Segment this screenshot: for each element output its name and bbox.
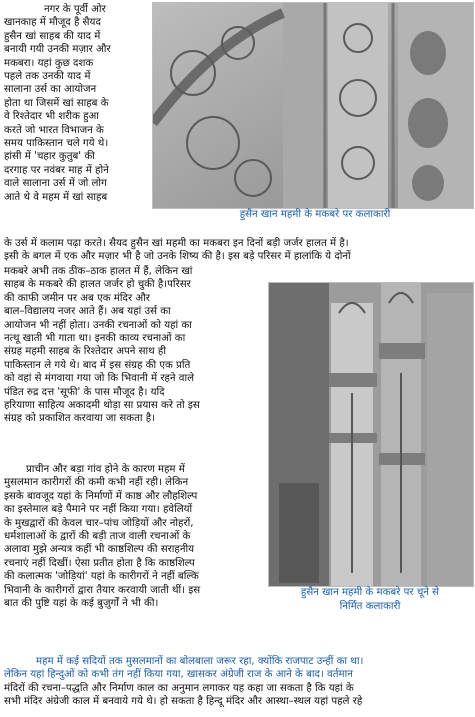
text-line: वे रिश्तेदार भी शरीक हुआ [4,111,99,123]
text-line: नगर के पूर्वी ओर [44,4,106,15]
text-line: करते जो भारत विभाजन के [4,124,104,136]
text-line: की कलात्मक 'जोड़ियां' यहां के कारीगरों ने नहीं बल्कि [4,571,199,583]
paragraph-tomb-condition [4,265,266,426]
text-line: पंडित रुद्र दत्त 'सूफी' के पास मौजूद है। यदि [4,386,165,398]
text-line: वाले सालाना उर्स में जो लोग [4,178,107,190]
text-line: मुसलमान कारीगरों की कमी कभी नहीं रही। लेकिन [4,477,189,489]
text-line: समय पाकिस्तान चले गये थे। [4,138,109,150]
text-line: संग्रह महमी साहब के रिश्तेदार अपने साथ ही [4,346,166,358]
text-line: के मुखद्वारों की केवल चार–पांच जोड़ियों और नोहरों, [4,517,194,529]
text-line: बाल–विद्यालय नजर आते हैं। अब यहां उर्स का [4,306,171,318]
text-line: सालाना उर्स का आयोजन [4,84,97,96]
text-line: खानकाह में मौजूद है सैयद [4,17,101,29]
paragraph-continued [4,237,472,264]
text-line: आयोजन भी नहीं होता। उनकी रचनाओं को यहां का [4,319,192,331]
text-line: भिवानी के कारीगरों द्वारा तैयार करवायी जाती थीं। इस [4,584,201,596]
caption-photo-2-line-2: निर्मित कलाकारी [339,601,401,612]
text-line: मंदिरों की रचना–पद्धति और निर्माण काल का अनुमान लगाकर यह कहा जा सकता है कि यहां के [4,682,354,694]
text-line: को वहां से मंगवाया गया जो कि भिवानी में रहने वाले [4,373,194,385]
caption-photo-1: हुसैन खान महमी के मकबरे पर कलाकारी [239,209,391,220]
caption-photo-2-line-1: हुसैन खान महमी के मकबरे पर चूने से [300,587,440,598]
text-line: रचनाएं नहीं दिखीं। ऐसा प्रतीत होता है कि काष्ठशिल्प [4,557,195,569]
text-line: धर्मशालाओं के द्वारों की बड़ी ताज वाली रचनाओं के [4,531,191,543]
text-line: बनायी गयी उनकी मज़ार और [4,44,111,56]
text-line: हरियाणा साहित्य अकादमी थोड़ा सा प्रयास करे तो इस [4,400,200,412]
text-line: मकबरा। यहां कुछ दशक [4,57,94,69]
text-line: पाकिस्तान ले गये थे। बाद में इस संग्रह की एक प्रति [4,359,191,371]
text-line: दरगाह पर नवंबर माह में होने [4,164,109,176]
text-line: की काफी जमीन पर अब एक मंदिर और [4,292,150,304]
text-line: इसके बावजूद यहां के निर्माणों में काष्ठ और लौहशिल्प [4,490,198,502]
text-line: साहब के मकबरे की हालत जर्जर हो चुकी है।परिसर [4,279,191,291]
text-line: के उर्स में कलाम पढ़ा करते। सैयद हुसैन खां महमी का मकबरा इन दिनों बड़ी जर्जर हालत में है। [4,238,349,249]
photo-carved-arch [152,2,474,209]
paragraph-intro [4,3,150,204]
text-line: अलावा मुझे अन्यत्र कहीं भी काष्ठशिल्प की सराहनीय [4,544,195,556]
text-line: संग्रह को प्रकाशित करवाया जा सकता है। [4,413,156,425]
text-line: नत्थू खाती भी गाता था। इनकी काव्य रचनाओं का [4,333,186,345]
text-line-blue: लेकिन यहां हिन्दुओं को कभी तंग नहीं किया गया, खासकर अंग्रेजी राज के आने के बाद। वर्तमान [4,669,353,681]
carving-image [153,3,473,208]
text-line: इसी के बगल में एक और मज़ार भी है जो उनके शिष्य की है। इस बड़े परिसर में हालांकि ये दोनों [4,251,351,263]
text-line: का इस्तेमाल बड़े पैमाने पर नहीं किया गया। हवेलियों [4,504,193,516]
text-line: सभी मंदिर अंग्रेजी काल में बनवाये गये थे। हो सकता है हिन्दू मंदिर और आस्था–स्थल यहां पहले रहे [4,696,363,708]
photo-lime-plaster [268,282,474,587]
plaster-image [269,283,473,586]
text-line: हांसी में 'चहार कुतुब' की [4,151,95,163]
text-line: पहले तक उनकी याद में [4,71,91,83]
text-line-blue: महम में कई सदियों तक मुसलमानों का बोलबाला जरूर रहा, क्योंकि राजपाट उन्हीं का था। [36,656,364,667]
paragraph-craftsmen [4,463,266,610]
text-line: होता था जिसमें खां साहब के [4,97,109,109]
text-line: बात की पुष्टि यहां के कई बुज़ुर्गों ने भी की। [4,598,159,610]
text-line: हुसैन खां साहब की याद में [4,30,101,42]
text-line: मकबरे अभी तक ठीक–ठाक हालत में हैं, लेकिन खां [4,266,193,277]
text-line: प्राचीन और बड़ा गांव होने के कारण महम में [26,464,185,475]
text-line: आते थे वे महम में खां साहब [4,191,108,203]
paragraph-temples [4,655,472,709]
